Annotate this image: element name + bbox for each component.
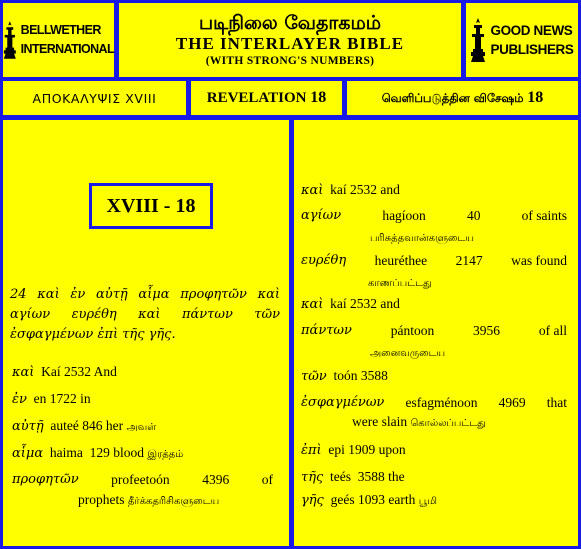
verse-label: XVIII - 18 (89, 183, 213, 229)
transliteration: teés (330, 469, 352, 484)
english-gloss: the (388, 469, 405, 484)
english-gloss: in (80, 391, 91, 406)
word-row (301, 395, 567, 411)
transliteration: kaí (330, 182, 347, 197)
word-row (301, 296, 400, 312)
revelation-number: 18 (310, 89, 327, 106)
word-row (12, 418, 156, 434)
strong-number: 3588 (357, 469, 385, 484)
english-gloss: and (380, 182, 400, 197)
word-row (12, 391, 91, 407)
english-gloss: was found (511, 253, 567, 268)
word-row (12, 364, 117, 380)
title-panel (119, 3, 461, 77)
strong-number: 4969 (498, 395, 526, 410)
word-row (301, 323, 567, 339)
greek-word: καὶ (12, 365, 35, 380)
transliteration: hagíoon (382, 208, 426, 223)
word-row-continuation (352, 414, 486, 430)
strong-number: 4396 (202, 472, 230, 487)
greek-word: τῆς (301, 470, 324, 485)
strong-number: 129 (89, 445, 110, 460)
tamil-gloss: தீர்க்கதரிசிகளுடைய (127, 496, 220, 507)
tamil-gloss: இரத்தம் (147, 449, 184, 460)
word-row (301, 442, 406, 458)
english-gloss: blood (113, 445, 144, 460)
english-gloss: her (105, 418, 124, 433)
good-news-line1: GOOD NEWS (490, 23, 573, 38)
strong-number: 3588 (360, 368, 388, 383)
greek-word: καὶ (301, 183, 324, 198)
transliteration: haima (49, 445, 83, 460)
strong-number: 2532 (64, 364, 92, 379)
english-gloss: were slain (352, 414, 408, 429)
tamil-book-number: 18 (527, 89, 544, 106)
greek-book-title: ΑΠΟΚΑΛΥΨΙΣ XVIII (32, 90, 157, 106)
english-gloss: prophets (78, 492, 125, 507)
tamil-gloss: பரிசுத்தவான்களுடைய (370, 233, 474, 244)
transliteration: en (33, 391, 47, 406)
english-gloss: of all (538, 323, 567, 338)
greek-word: αἷμα (12, 446, 44, 461)
tamil-book-header (347, 81, 578, 115)
greek-verse-text: 24 καὶ ἐν αὐτῇ αἷμα προφητῶν καὶ αγίων ευρέθη καὶ πάντων τῶν ἐσφαγμένων ἐπὶ τῆς γῆς. (10, 287, 280, 342)
revelation-label: REVELATION (206, 90, 307, 106)
good-news-line2: PUBLISHERS (490, 42, 574, 57)
word-row-continuation (368, 274, 432, 290)
english-gloss: upon (378, 442, 406, 457)
transliteration: Kaí (41, 364, 61, 379)
strong-number: 3956 (473, 323, 501, 338)
revelation-title (207, 89, 327, 107)
word-row (301, 368, 388, 384)
english-gloss: of saints (521, 208, 567, 223)
strong-number: 1722 (49, 391, 77, 406)
tamil-gloss: பூமி (418, 496, 438, 507)
transliteration: esfagménoon (405, 395, 478, 410)
word-row-continuation (370, 229, 474, 245)
tamil-gloss: அவள் (126, 422, 157, 433)
tamil-gloss: கொல்லப்பட்டது (410, 418, 486, 429)
english-gloss: that (546, 395, 567, 410)
good-news-logo (466, 3, 578, 77)
bellwether-line2: INTERNATIONAL (20, 42, 114, 56)
transliteration: kaí (330, 296, 347, 311)
bellwether-line1: BELLWETHER (20, 23, 101, 37)
tamil-book-label: வெளிப்படுத்தின விசேஷம் (381, 91, 524, 105)
greek-word: αγίων (301, 208, 342, 223)
strong-number: 1909 (348, 442, 376, 457)
tamil-title: படிநிலை வேதாகமம் (198, 12, 382, 34)
transliteration: toón (333, 368, 358, 383)
bellwether-logo (3, 3, 114, 77)
greek-word: ἐν (12, 392, 27, 407)
strong-number: 1093 (357, 492, 385, 507)
word-row (12, 445, 183, 461)
transliteration: pántoon (390, 323, 435, 338)
greek-word: τῶν (301, 369, 327, 384)
greek-word: πάντων (301, 323, 352, 338)
lamp-stand-icon (3, 17, 17, 63)
lamp-stand-icon (470, 17, 486, 63)
strong-number: 846 (82, 418, 103, 433)
word-row (301, 182, 400, 198)
revelation-header (191, 81, 342, 115)
greek-word: ευρέθη (301, 253, 347, 268)
greek-word: καὶ (301, 297, 324, 312)
english-gloss: and (380, 296, 400, 311)
transliteration: geés (330, 492, 355, 507)
word-row (301, 469, 405, 485)
greek-word: προφητῶν (12, 472, 79, 487)
tamil-book-title (382, 89, 544, 107)
greek-word: αὐτῇ (12, 419, 44, 434)
strong-number: 2147 (455, 253, 483, 268)
english-title: THE INTERLAYER BIBLE (175, 34, 405, 53)
tamil-gloss: அனைவருடைய (370, 348, 446, 359)
word-row (301, 492, 437, 508)
strong-number: 2532 (350, 182, 378, 197)
greek-word: γῆς (301, 493, 324, 508)
word-row-continuation (370, 344, 445, 360)
greek-book-header (3, 81, 186, 115)
english-gloss: And (93, 364, 117, 379)
word-row-continuation (78, 492, 219, 508)
english-gloss: earth (388, 492, 416, 507)
word-row (12, 472, 273, 488)
transliteration: auteé (50, 418, 79, 433)
word-row (301, 208, 567, 224)
transliteration: epi (328, 442, 345, 457)
greek-word: ἐσφαγμένων (301, 395, 385, 410)
word-row (301, 253, 567, 269)
tamil-gloss: காணப்பட்டது (368, 278, 432, 289)
strong-number: 2532 (350, 296, 378, 311)
title-subtitle: (WITH STRONG'S NUMBERS) (205, 55, 375, 67)
strong-number: 40 (466, 208, 481, 223)
transliteration: heuréthee (374, 253, 428, 268)
english-gloss: of (261, 472, 273, 487)
greek-word: ἐπὶ (301, 443, 322, 458)
transliteration: profeetoón (111, 472, 170, 487)
